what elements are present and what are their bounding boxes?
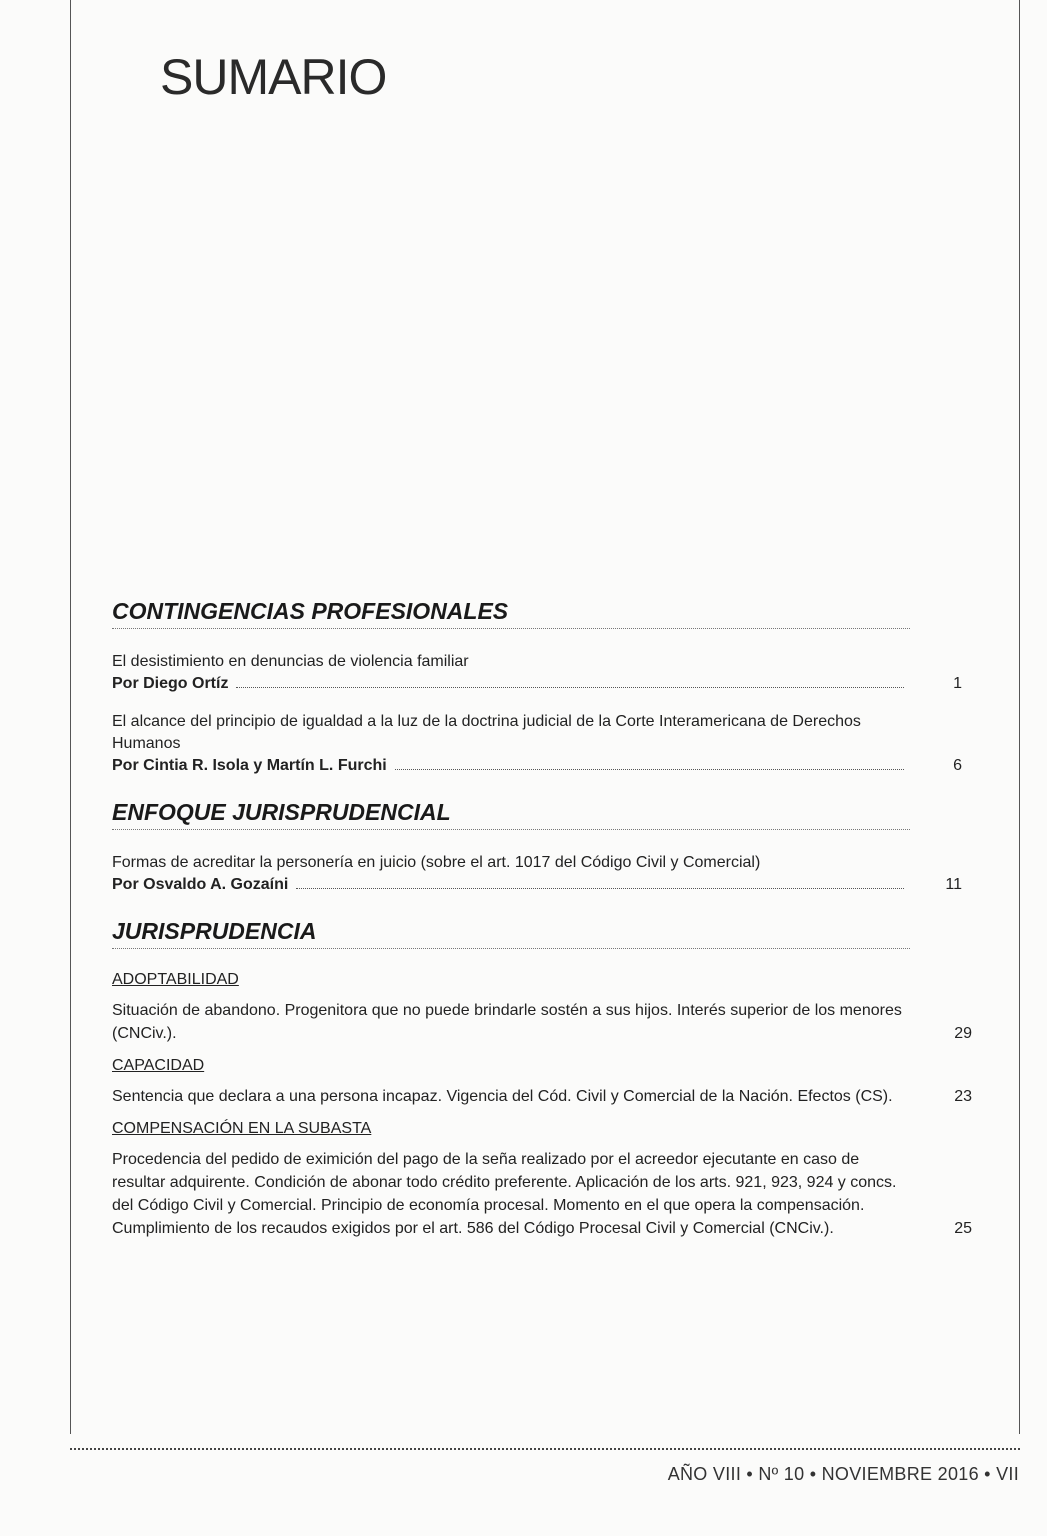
section-contingencias (112, 598, 972, 777)
section-heading: ENFOQUE JURISPRUDENCIAL (112, 799, 910, 830)
page-title: SUMARIO (160, 48, 387, 105)
entry-author: Por Diego Ortíz (112, 675, 229, 692)
entry-title: El desistimiento en denuncias de violencia familiar (112, 653, 469, 670)
toc-entry[interactable] (112, 852, 962, 896)
case-summary: Sentencia que declara a una persona incapaz. Vigencia del Cód. Civil y Comercial de la Nación. Efectos (CS). (112, 1088, 893, 1105)
entry-author-line (112, 673, 962, 695)
entry-page: 6 (953, 757, 962, 774)
entry-author: Por Cintia R. Isola y Martín L. Furchi (112, 757, 387, 774)
entry-page: 1 (953, 675, 962, 692)
entry-title: El alcance del principio de igualdad a la luz de la doctrina judicial de la Corte Interamericana de Derechos Humanos (112, 713, 861, 752)
entry-author-line (112, 755, 962, 777)
case-entry[interactable] (112, 1085, 972, 1108)
toc-entry[interactable] (112, 651, 962, 695)
dot-leader (296, 888, 904, 889)
table-of-contents (112, 598, 972, 1262)
entry-title: Formas de acreditar la personería en juicio (sobre el art. 1017 del Código Civil y Comercial) (112, 854, 761, 871)
section-heading: CONTINGENCIAS PROFESIONALES (112, 598, 910, 629)
case-summary: Procedencia del pedido de eximición del pago de la seña realizado por el acreedor ejecutante en caso de resultar adquirente. Condición de abonar todo crédito preferente. Aplicación de los arts. 921, 923, 924 y concs. del Código Civil y Comercial. Principio de economía procesal. Momento en el que opera la compensación. Cumplimiento de los recaudos exigidos por el art. 586 del Código Procesal Civil y Comercial (CNCiv.). (112, 1151, 897, 1237)
section-enfoque (112, 799, 972, 896)
case-page: 29 (954, 1025, 972, 1042)
entry-author-line (112, 874, 962, 896)
case-page: 25 (954, 1220, 972, 1237)
entry-page: 11 (945, 876, 962, 893)
page-footer: AÑO VIII • Nº 10 • NOVIEMBRE 2016 • VII (667, 1464, 1019, 1484)
case-summary: Situación de abandono. Progenitora que no puede brindarle sostén a sus hijos. Interés superior de los menores (CNCiv.). (112, 1002, 902, 1042)
dot-leader (236, 687, 904, 688)
entry-author: Por Osvaldo A. Gozaíni (112, 876, 289, 893)
case-entry[interactable] (112, 999, 972, 1045)
bleed-through-text (185, 108, 195, 152)
subsection-label: COMPENSACIÓN EN LA SUBASTA (112, 1120, 372, 1137)
case-page: 23 (954, 1088, 972, 1105)
case-entry[interactable] (112, 1148, 972, 1240)
subsection-label: ADOPTABILIDAD (112, 971, 239, 988)
toc-entry[interactable] (112, 711, 962, 777)
subsection-label: CAPACIDAD (112, 1057, 205, 1074)
footer-rule (70, 1448, 1020, 1450)
section-heading: JURISPRUDENCIA (112, 918, 910, 949)
section-jurisprudencia (112, 918, 972, 1240)
dot-leader (395, 769, 904, 770)
